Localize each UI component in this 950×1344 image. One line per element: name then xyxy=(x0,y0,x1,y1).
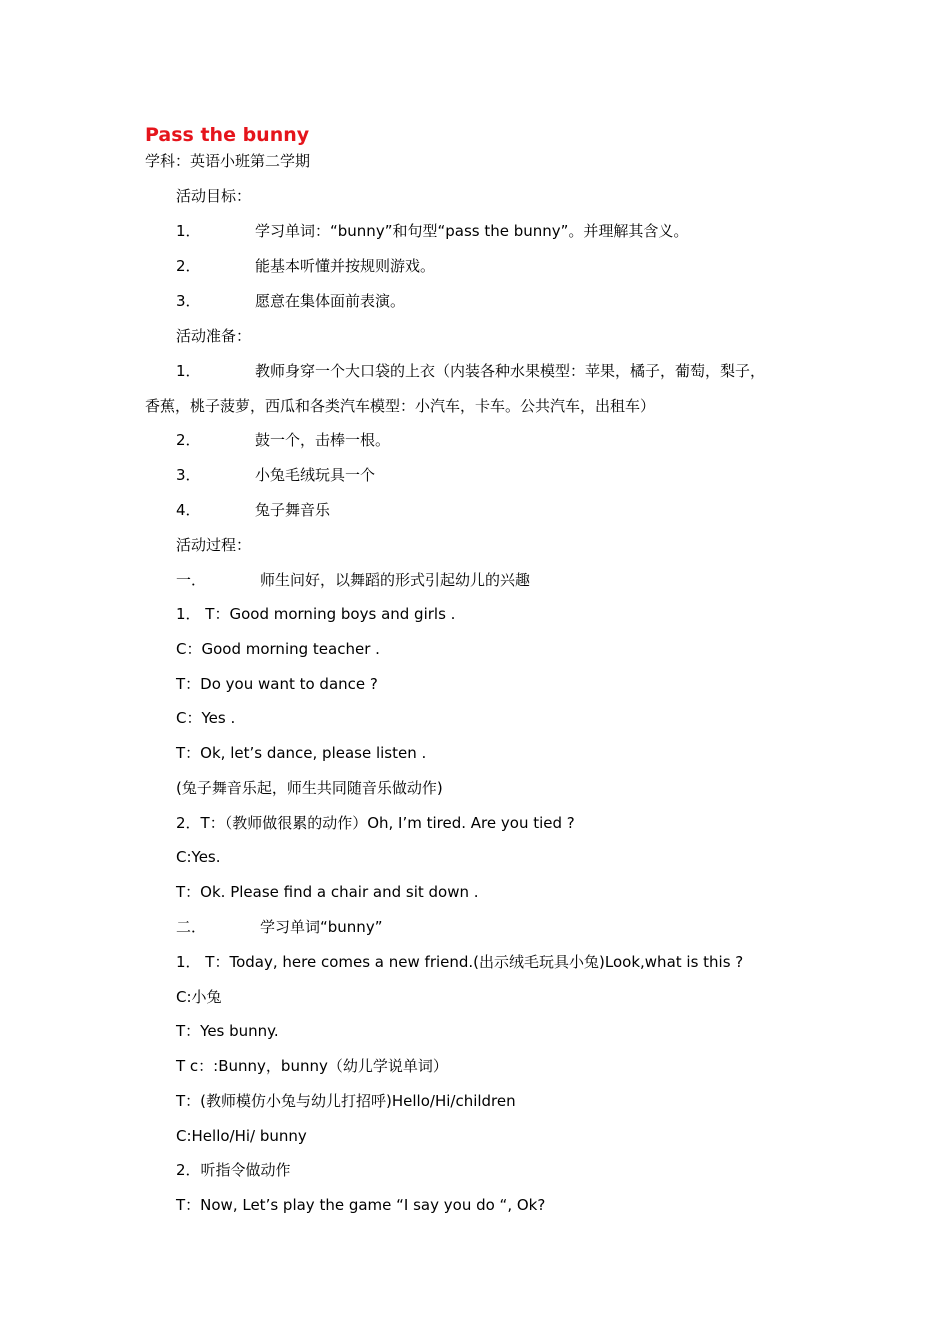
prep-text-continued: 香蕉，桃子菠萝，西瓜和各类汽车模型：小汽车，卡车。公共汽车，出租车） xyxy=(145,397,656,415)
goal-text: 能基本听懂并按规则游戏。 xyxy=(255,257,436,275)
prep-text: 教师身穿一个大口袋的上衣（内装各种水果模型：苹果，橘子，葡萄，梨子， xyxy=(255,362,766,380)
prep-number: 3． xyxy=(176,466,201,484)
dialogue-line: T：Ok, let’s dance, please listen . xyxy=(176,744,427,762)
prep-number: 1． xyxy=(176,362,201,380)
dialogue-line: 2．T：（教师做很累的动作）Oh, I’m tired. Are you tied ? xyxy=(176,814,575,832)
goal-text: 学习单词：“bunny”和句型“pass the bunny”。并理解其含义。 xyxy=(255,222,689,240)
prep-text: 鼓一个，击棒一根。 xyxy=(255,431,391,449)
dialogue-line: 1． T：Good morning boys and girls . xyxy=(176,605,456,623)
goal-number: 1． xyxy=(176,222,201,240)
subject-line: 学科：英语小班第二学期 xyxy=(145,152,311,170)
dialogue-line: T c：:Bunny，bunny（幼儿学说单词） xyxy=(176,1057,448,1075)
section-title: 师生问好，以舞蹈的形式引起幼儿的兴趣 xyxy=(260,571,531,589)
section-number: 一． xyxy=(176,571,207,589)
goal-text: 愿意在集体面前表演。 xyxy=(255,292,406,310)
prep-text: 小兔毛绒玩具一个 xyxy=(255,466,376,484)
process-heading: 活动过程： xyxy=(176,536,252,554)
dialogue-line: C:Yes. xyxy=(176,848,221,866)
prep-text: 兔子舞音乐 xyxy=(255,501,331,519)
dialogue-line: T：Yes bunny. xyxy=(176,1022,279,1040)
goal-number: 2． xyxy=(176,257,201,275)
section-title: 学习单词“bunny” xyxy=(260,918,383,936)
dialogue-line: 2．听指令做动作 xyxy=(176,1161,291,1179)
dialogue-line: T：(教师模仿小兔与幼儿打招呼)Hello/Hi/children xyxy=(176,1092,516,1110)
document-title: Pass the bunny xyxy=(145,124,310,146)
prep-number: 2． xyxy=(176,431,201,449)
section-number: 二． xyxy=(176,918,207,936)
goal-number: 3． xyxy=(176,292,201,310)
goals-heading: 活动目标： xyxy=(176,187,252,205)
dialogue-line: C：Good morning teacher . xyxy=(176,640,380,658)
dialogue-line: T：Ok. Please find a chair and sit down . xyxy=(176,883,479,901)
dialogue-line: T：Now, Let’s play the game “I say you do “, Ok? xyxy=(176,1196,546,1214)
dialogue-line: C:Hello/Hi/ bunny xyxy=(176,1127,307,1145)
dialogue-line: 1． T：Today, here comes a new friend.(出示绒毛玩具小兔)Look,what is this ? xyxy=(176,953,744,971)
dialogue-line: C:小兔 xyxy=(176,988,222,1006)
prep-heading: 活动准备： xyxy=(176,327,252,345)
dialogue-line: C：Yes . xyxy=(176,709,236,727)
prep-number: 4． xyxy=(176,501,201,519)
dialogue-line: T：Do you want to dance ? xyxy=(176,675,378,693)
dialogue-line: (兔子舞音乐起，师生共同随音乐做动作) xyxy=(176,779,443,797)
